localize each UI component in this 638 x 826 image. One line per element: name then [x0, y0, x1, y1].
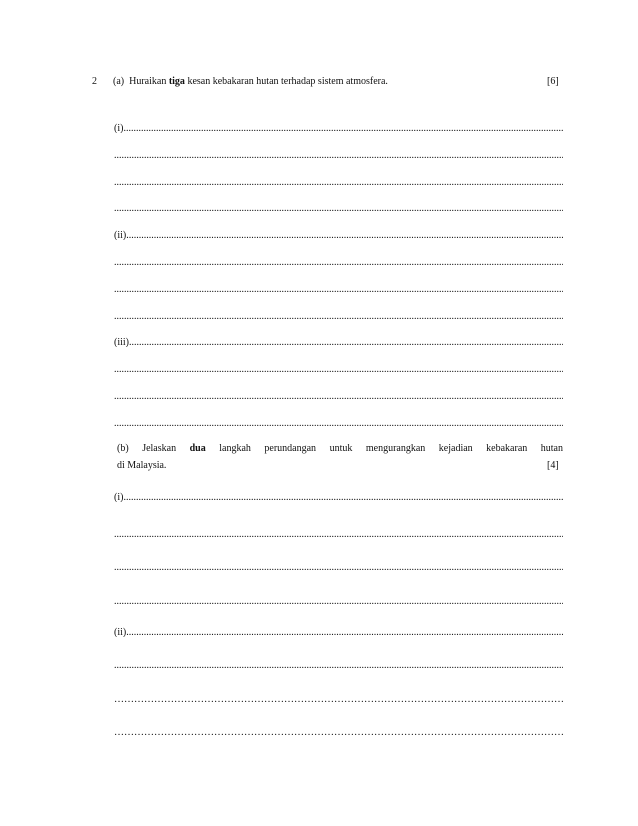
part-a-bold-word: tiga — [168, 76, 185, 87]
part-b-label: (b) — [117, 443, 129, 454]
answer-line-a-i[interactable] — [114, 123, 563, 133]
answer-line[interactable] — [114, 596, 563, 606]
part-a-label: (a) — [113, 76, 125, 87]
answer-line[interactable] — [114, 257, 563, 267]
answer-line[interactable] — [114, 150, 563, 160]
answer-line-a-ii[interactable] — [114, 230, 563, 240]
answer-line[interactable] — [114, 694, 563, 708]
answer-line[interactable] — [114, 284, 563, 294]
answer-line[interactable] — [114, 364, 563, 374]
part-b-text-after: langkah perundangan untuk mengurangkan kejadian kebakaran hutan — [219, 443, 563, 454]
part-b-text-before: Jelaskan — [142, 443, 177, 454]
answer-line[interactable] — [114, 562, 563, 572]
sub-label-a-iii: (iii) — [114, 337, 129, 347]
part-b-prompt-line1 — [117, 443, 563, 454]
answer-line[interactable] — [114, 203, 563, 213]
answer-line[interactable] — [114, 529, 563, 539]
part-b-prompt-line2: di Malaysia. — [117, 460, 167, 471]
part-a-text-before: Huraikan — [129, 76, 167, 87]
part-b-bold-word: dua — [189, 443, 206, 454]
answer-line-a-iii[interactable] — [114, 337, 563, 347]
part-a-text-after: kesan kebakaran hutan terhadap sistem atmosfera. — [187, 76, 388, 87]
part-a-marks: [6] — [547, 76, 559, 87]
answer-line[interactable] — [114, 177, 563, 187]
sub-label-b-ii: (ii) — [114, 627, 127, 637]
answer-line-b-i[interactable] — [114, 492, 563, 502]
part-a-prompt — [113, 76, 388, 87]
answer-line[interactable] — [114, 391, 563, 401]
sub-label-a-ii: (ii) — [114, 230, 127, 240]
sub-label-a-i: (i) — [114, 123, 124, 133]
sub-label-b-i: (i) — [114, 492, 124, 502]
question-number: 2 — [92, 76, 97, 87]
answer-line[interactable] — [114, 660, 563, 670]
answer-line-b-ii[interactable] — [114, 627, 563, 637]
answer-line[interactable] — [114, 418, 563, 428]
part-b-marks: [4] — [547, 460, 559, 471]
answer-line[interactable] — [114, 311, 563, 321]
answer-line[interactable] — [114, 727, 563, 741]
